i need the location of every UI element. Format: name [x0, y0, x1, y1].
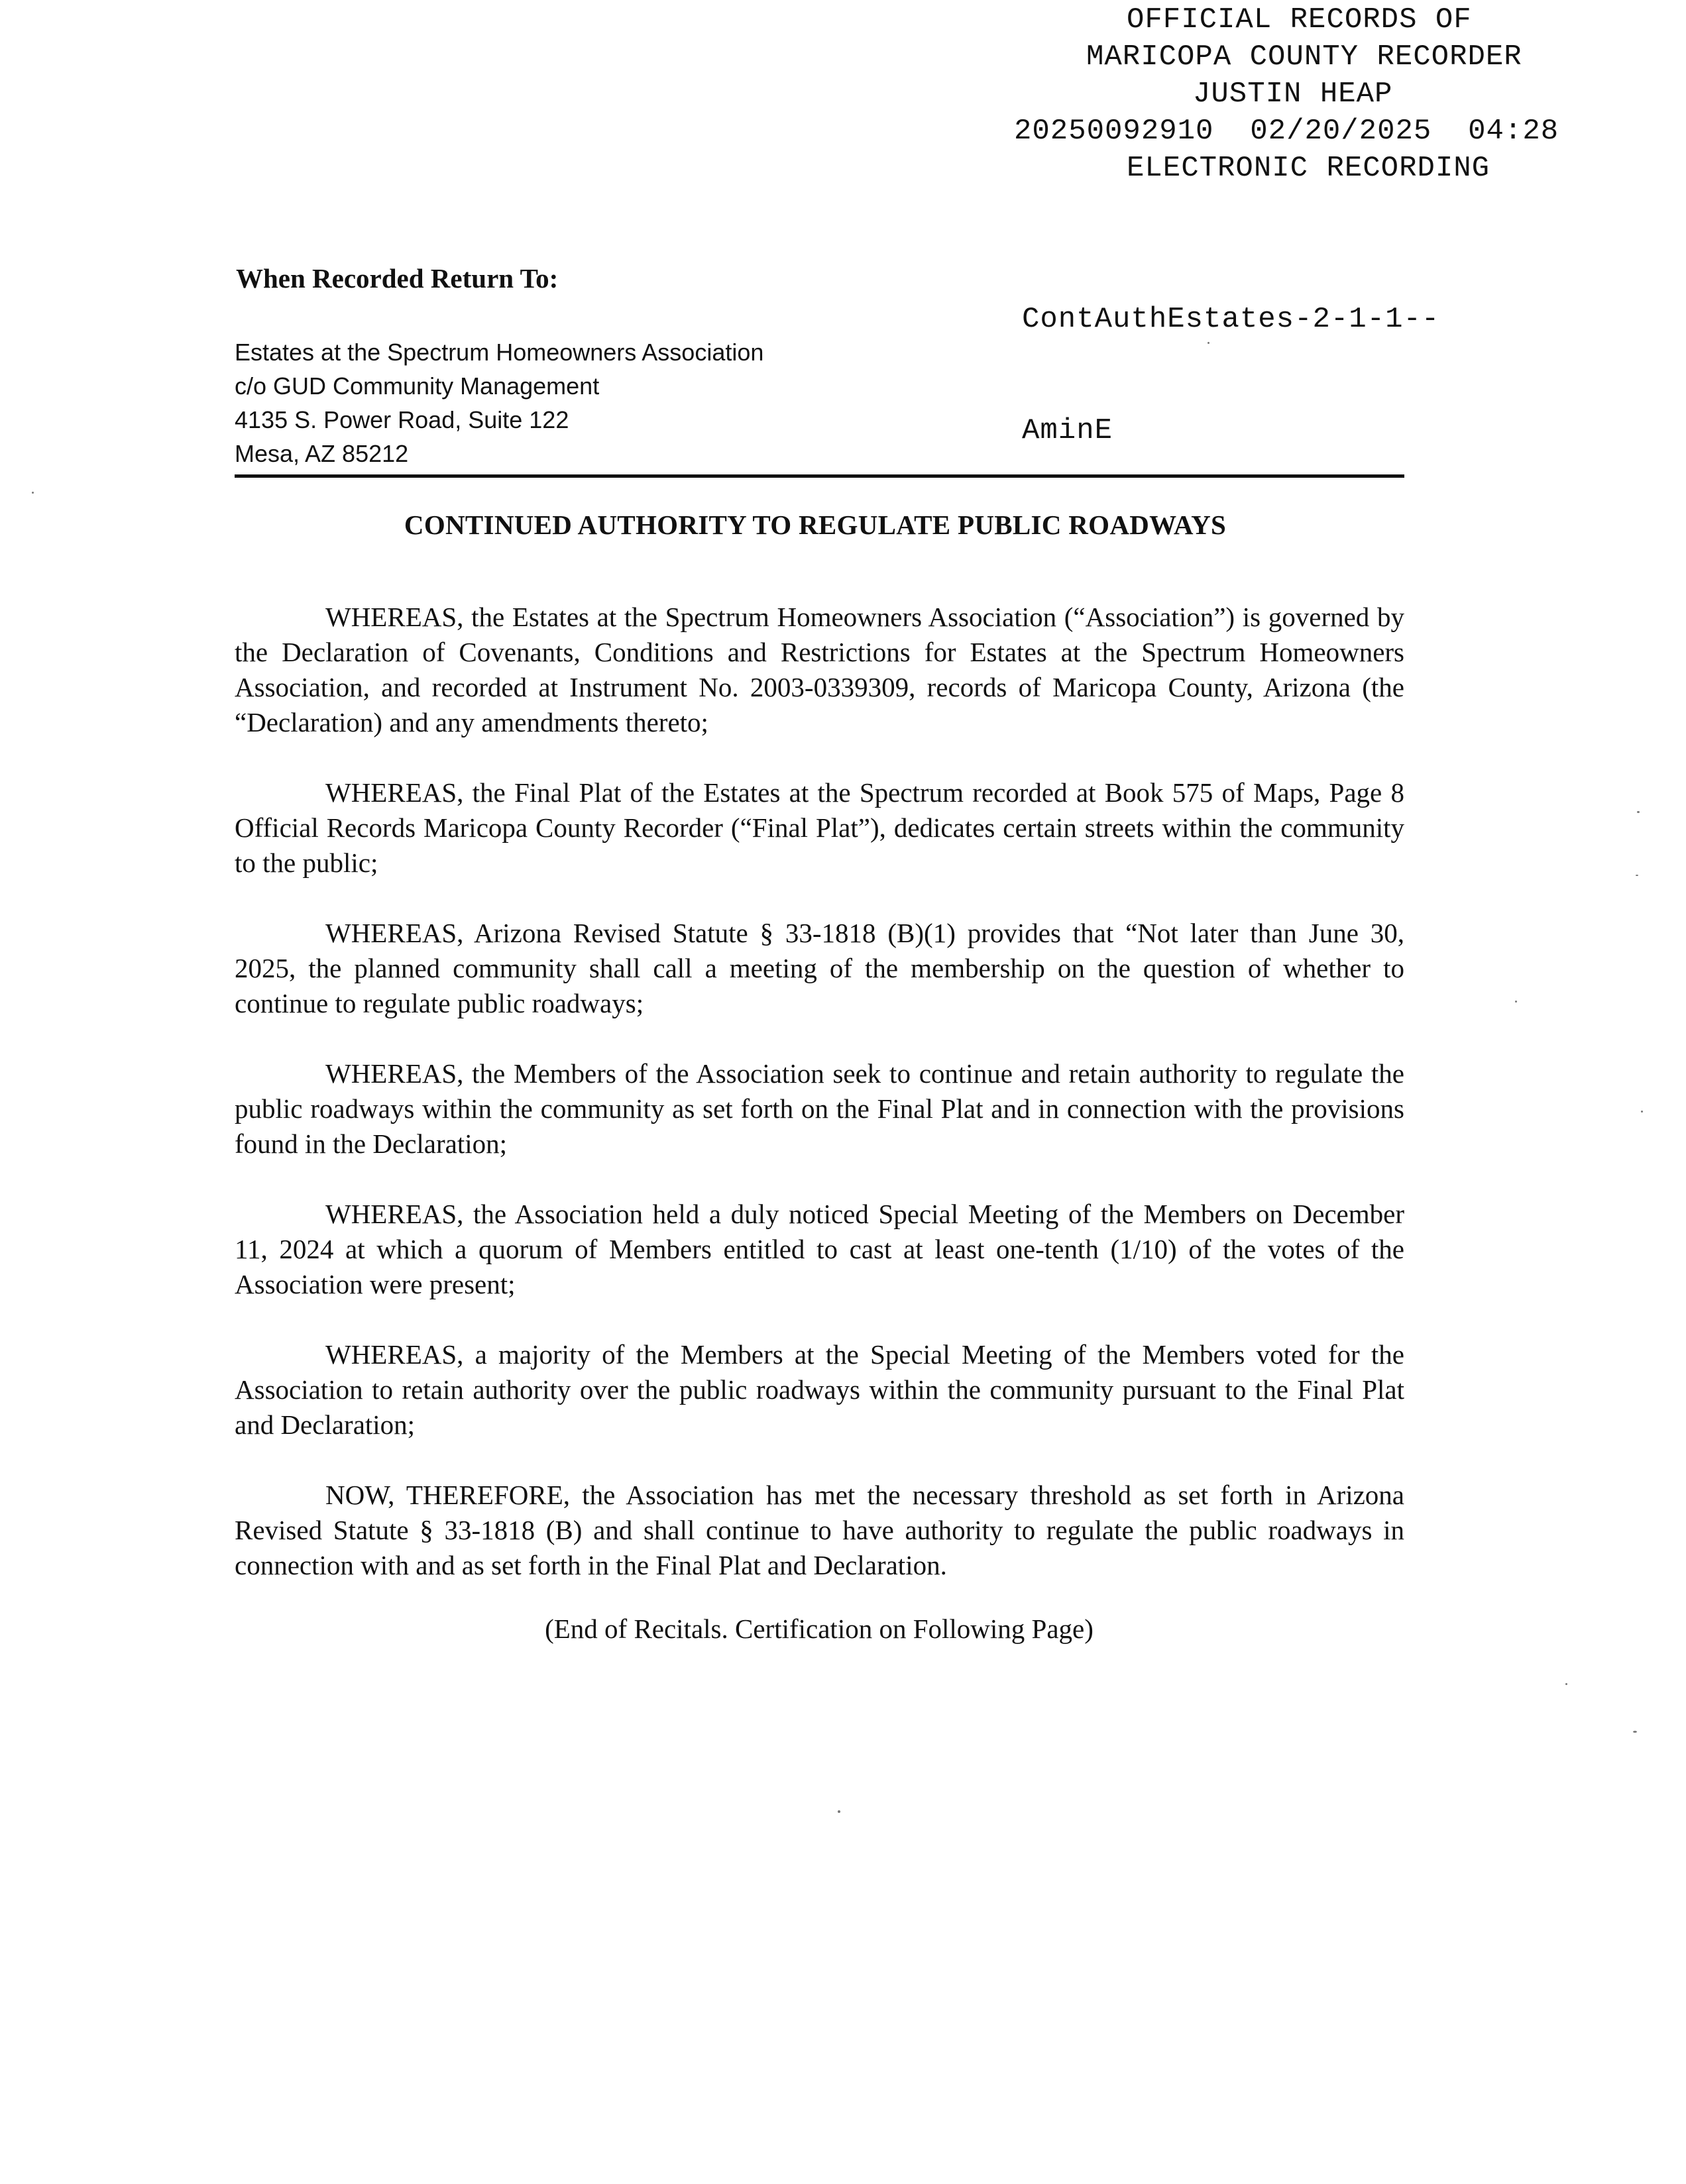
return-address-line: 4135 S. Power Road, Suite 122 [235, 406, 569, 433]
scan-speck [1641, 1111, 1643, 1113]
recorder-stamp [1014, 1, 1677, 187]
scan-speck [1565, 1683, 1567, 1685]
scan-speck [1636, 875, 1638, 876]
stamp-recorder-name: JUSTIN HEAP [1193, 78, 1393, 111]
scan-speck [1637, 811, 1640, 813]
stamp-county-recorder: MARICOPA COUNTY RECORDER [1086, 40, 1522, 74]
return-address [235, 335, 763, 470]
scan-speck [32, 492, 34, 494]
stamp-official-records: OFFICIAL RECORDS OF [1127, 3, 1472, 36]
scan-speck [1633, 1731, 1637, 1733]
return-to-heading: When Recorded Return To: [236, 263, 559, 294]
return-address-line: c/o GUD Community Management [235, 372, 600, 400]
stamp-recording-number-date: 20250092910 02/20/2025 04:28 [1014, 115, 1559, 148]
scan-speck [1515, 1001, 1517, 1003]
scan-speck [838, 1810, 840, 1813]
return-address-line: Mesa, AZ 85212 [235, 440, 409, 467]
document-identifier-line2: AminE [1022, 414, 1113, 447]
document-title: CONTINUED AUTHORITY TO REGULATE PUBLIC ROADWAYS [404, 510, 1227, 540]
return-address-line: Estates at the Spectrum Homeowners Association [235, 339, 764, 366]
scan-speck [1208, 342, 1209, 344]
stamp-electronic-recording: ELECTRONIC RECORDING [1127, 152, 1490, 185]
document-body [235, 600, 1404, 1618]
recital-paragraph: WHEREAS, the Final Plat of the Estates at the Spectrum recorded at Book 575 of Maps, Page 8 Official Records Maricopa County Recorder (“Final Plat”), dedicates certain streets within the community to the public; [235, 777, 1404, 878]
recital-paragraph: WHEREAS, the Association held a duly noticed Special Meeting of the Members on December 11, 2024 at which a quorum of Members entitled to cast at least one-tenth (1/10) of the votes of the Association were present; [235, 1199, 1404, 1299]
header-divider [235, 474, 1404, 478]
resolution-paragraph: NOW, THEREFORE, the Association has met the necessary threshold as set forth in Arizona Revised Statute § 33-1818 (B) and shall continue to have authority to regulate the public roadways in connection with and as set forth in the Final Plat and Declaration. [235, 1480, 1404, 1580]
document-identifier [1022, 227, 1439, 486]
recital-paragraph: WHEREAS, Arizona Revised Statute § 33-1818 (B)(1) provides that “Not later than June 30, 2025, the planned community shall call a meeting of the membership on the question of whether to continue to regulate public roadways; [235, 918, 1404, 1018]
end-of-recitals-note: (End of Recitals. Certification on Following Page) [545, 1613, 1094, 1644]
document-identifier-line1: ContAuthEstates-2-1-1-- [1022, 303, 1440, 336]
recital-paragraph: WHEREAS, the Members of the Association seek to continue and retain authority to regulate the public roadways within the community as set forth on the Final Plat and in connection with the provisions found in the Declaration; [235, 1058, 1404, 1159]
recital-paragraph: WHEREAS, the Estates at the Spectrum Homeowners Association (“Association”) is governed by the Declaration of Covenants, Conditions and Restrictions for Estates at the Spectrum Homeowners Association, and recorded at Instrument No. 2003-0339309, records of Maricopa County, Arizona (the “Declaration) and any amendments thereto; [235, 602, 1404, 737]
recital-paragraph: WHEREAS, a majority of the Members at the Special Meeting of the Members voted for the Association to retain authority over the public roadways within the community pursuant to the Final Plat and Declaration; [235, 1339, 1404, 1440]
